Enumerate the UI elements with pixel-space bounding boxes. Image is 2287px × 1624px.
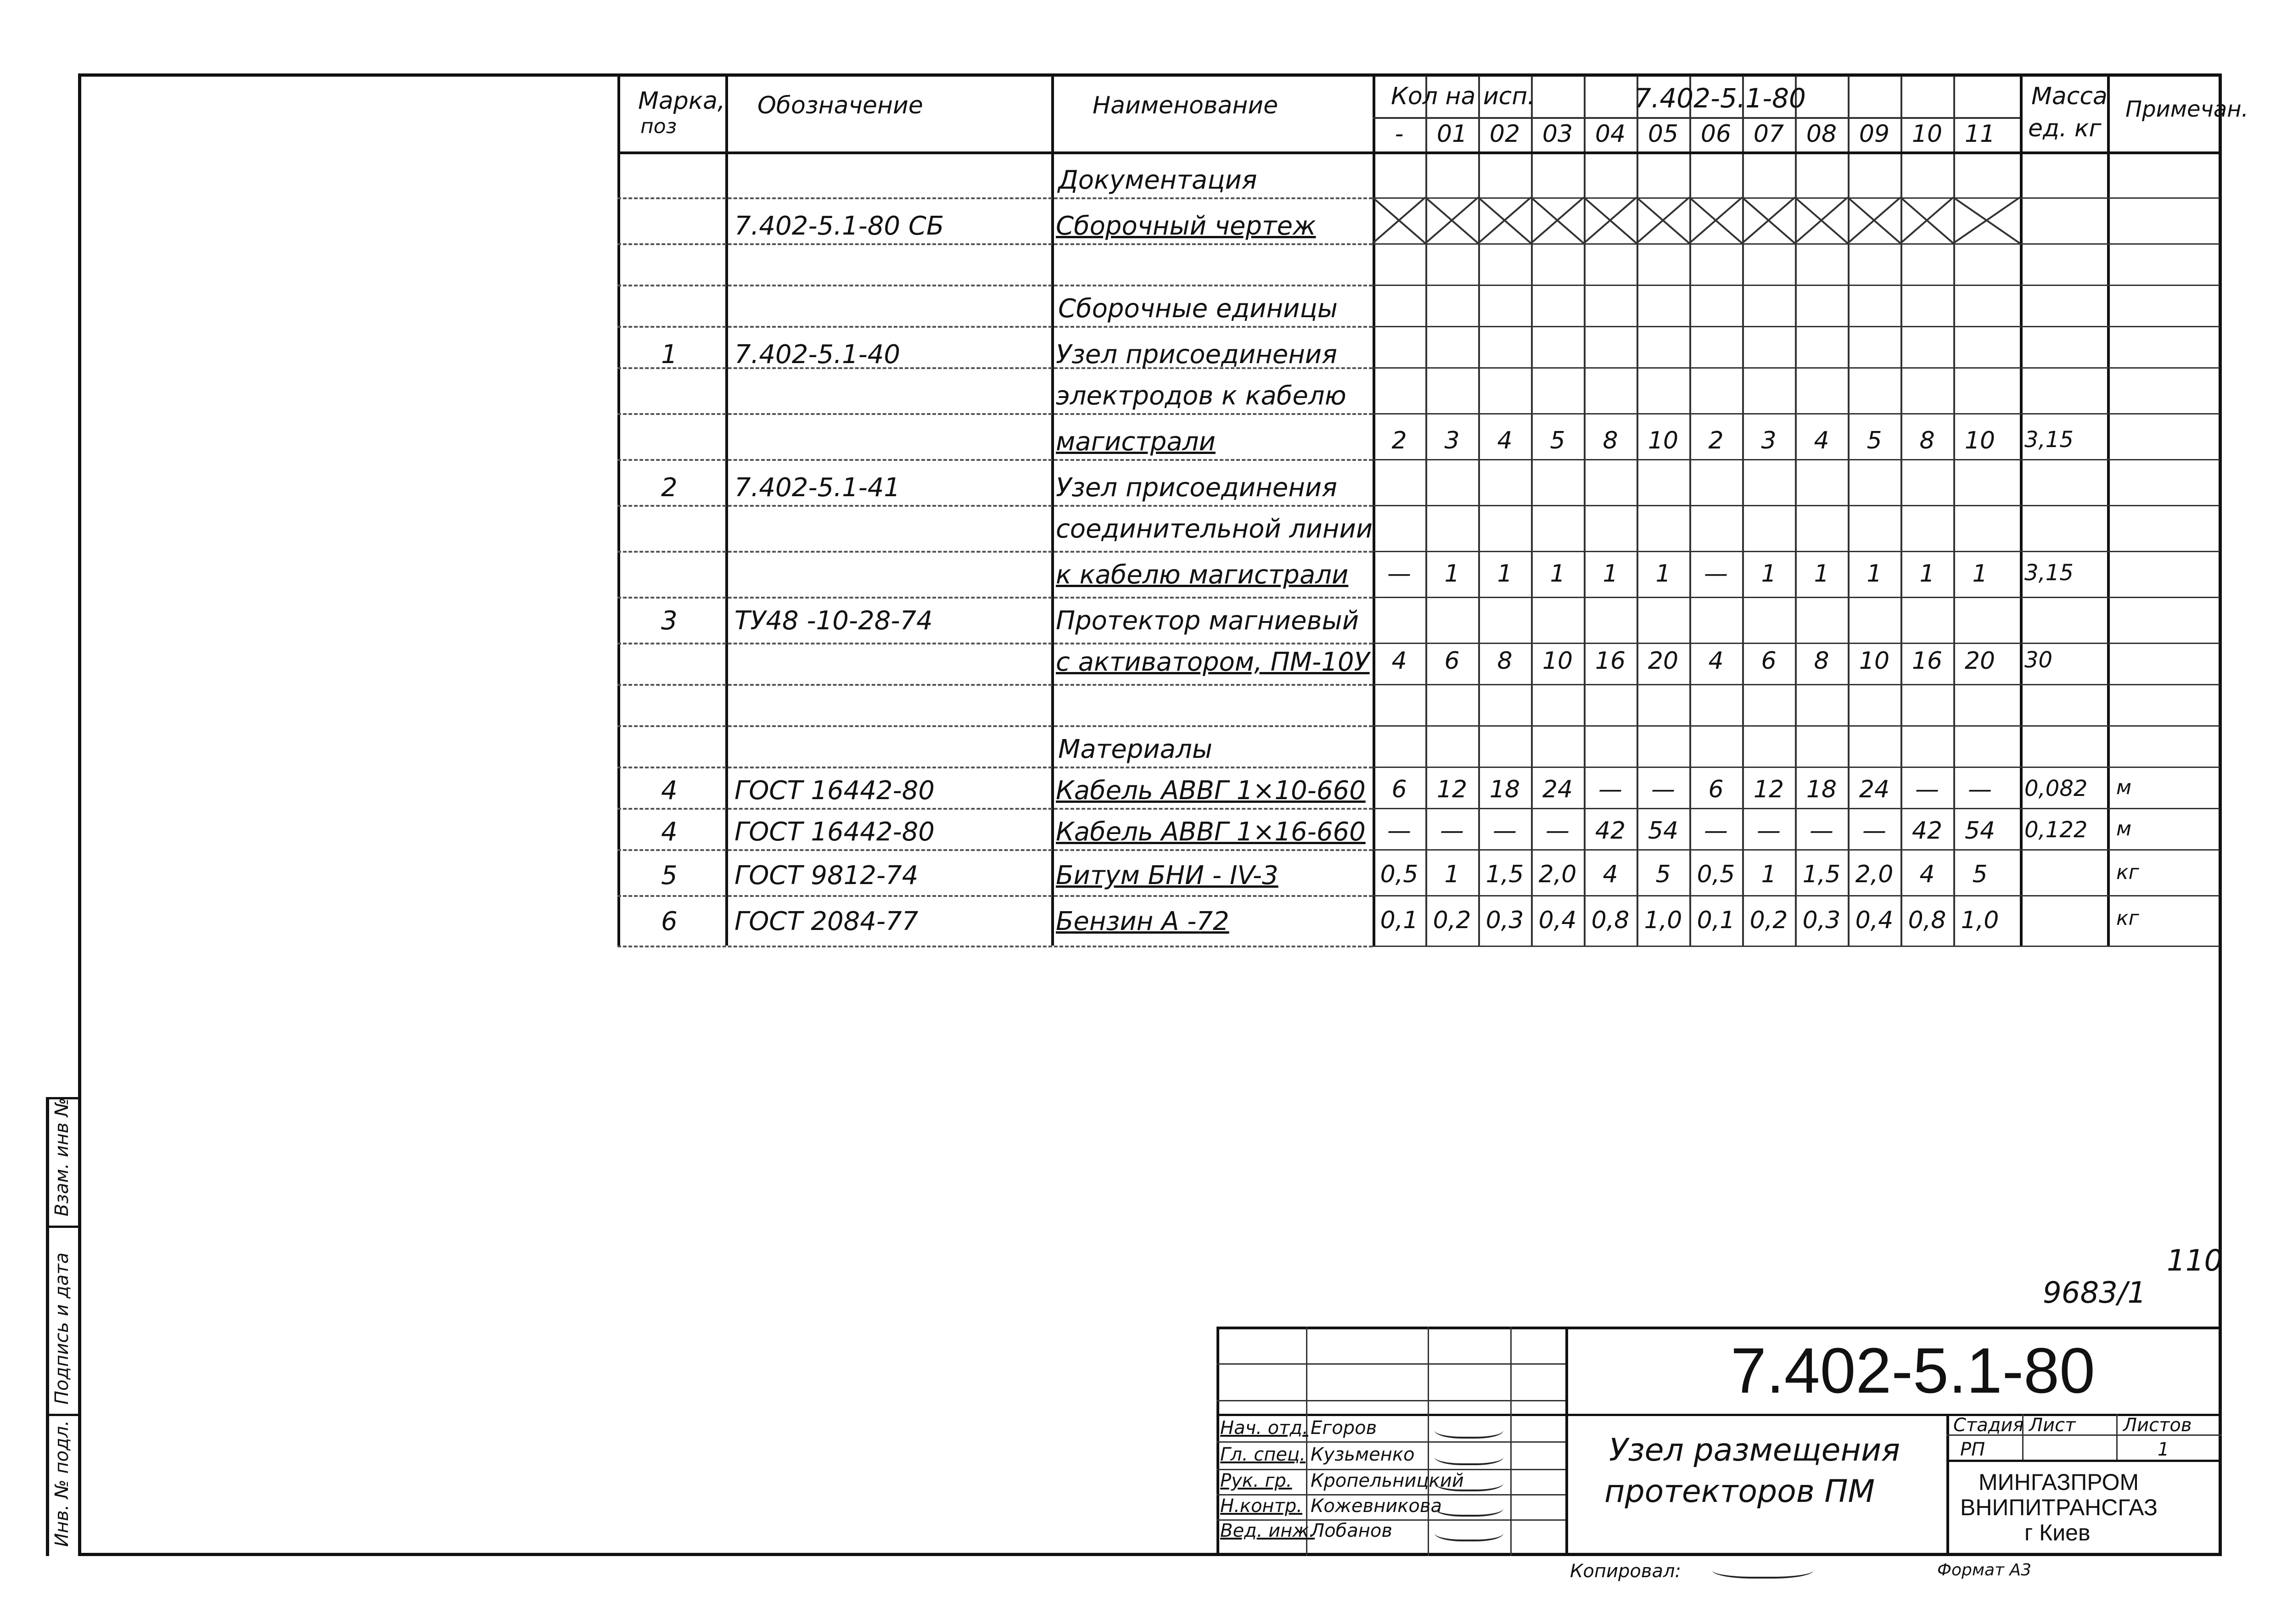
header-note: Примечан. (2125, 96, 2248, 122)
row-designation: ГОСТ 16442-80 (734, 776, 935, 806)
row-qty: — (1810, 817, 1833, 845)
row-pos: 1 (661, 340, 678, 370)
row-note: м (2116, 817, 2132, 840)
variant-header-0: - (1395, 120, 1404, 148)
row-pos: 4 (661, 776, 678, 806)
row-name-line: к кабелю магистрали (1056, 560, 1349, 590)
row-qty: 6 (1391, 776, 1407, 803)
archive-number: 9683/1 (2043, 1276, 2147, 1310)
role-label: Рук. гр. (1220, 1470, 1292, 1491)
row-qty: 4 (1391, 647, 1407, 675)
row-name-line: Протектор магниевый (1056, 606, 1359, 636)
variant-header-10: 10 (1911, 120, 1943, 148)
row-note: кг (2116, 907, 2139, 930)
row-qty: 3 (1444, 427, 1460, 454)
variant-header-6: 06 (1700, 120, 1732, 148)
row-name-line: Узел присоединения (1056, 473, 1337, 503)
row-qty: 4 (1919, 861, 1935, 888)
row-qty: 42 (1911, 817, 1943, 845)
org-line-3: г Киев (2024, 1520, 2091, 1546)
row-qty: 0,2 (1749, 907, 1788, 934)
variant-header-8: 08 (1806, 120, 1837, 148)
row-name-line: Битум БНИ - IV-3 (1056, 861, 1278, 890)
row-mass: 3,15 (2024, 427, 2074, 453)
row-name-line: Бензин А -72 (1056, 907, 1229, 936)
header-mark: Марка, (638, 87, 725, 115)
role-person: Егоров (1311, 1417, 1377, 1439)
row-qty: 1,5 (1485, 861, 1524, 888)
signature (1435, 1471, 1503, 1491)
row-qty: — (1493, 817, 1517, 845)
row-qty: 10 (1964, 427, 1996, 454)
side-stamp-signature: Подпись и дата (51, 1252, 73, 1405)
role-label: Н.контр. (1220, 1495, 1302, 1517)
row-qty: 1 (1761, 560, 1777, 588)
row-qty: 20 (1648, 647, 1679, 675)
row-qty: 10 (1542, 647, 1573, 675)
title-block-code: 7.402-5.1-80 (1731, 1334, 2095, 1406)
row-designation: 7.402-5.1-40 (734, 340, 901, 370)
row-qty: — (1704, 560, 1728, 588)
row-name-line: соединительной линии (1056, 514, 1373, 544)
row-qty: 0,8 (1908, 907, 1946, 934)
row-name-line: Узел присоединения (1056, 340, 1337, 370)
variant-header-4: 04 (1595, 120, 1626, 148)
row-qty: — (1968, 776, 1992, 803)
role-label: Нач. отд. (1220, 1417, 1308, 1439)
row-qty: — (1598, 776, 1622, 803)
header-mass-unit: ед. кг (2028, 115, 2102, 142)
row-qty: 0,4 (1538, 907, 1577, 934)
row-qty: 1,5 (1802, 861, 1841, 888)
row-qty: — (1704, 817, 1728, 845)
row-qty: 0,1 (1697, 907, 1735, 934)
header-doc-code: 7.402-5.1-80 (1634, 83, 1806, 114)
row-qty: 20 (1964, 647, 1996, 675)
row-qty: 12 (1436, 776, 1468, 803)
row-note: кг (2116, 861, 2139, 884)
row-qty: — (1440, 817, 1464, 845)
row-designation: ГОСТ 16442-80 (734, 817, 935, 847)
row-qty: — (1387, 817, 1411, 845)
row-qty: 1 (1655, 560, 1671, 588)
side-stamp-replace: Взам. инв № (51, 1098, 73, 1216)
row-qty: 4 (1603, 861, 1618, 888)
variant-header-7: 07 (1753, 120, 1784, 148)
row-qty: 2,0 (1538, 861, 1577, 888)
header-qty: Кол на исп. (1391, 83, 1535, 110)
row-qty: 1 (1497, 560, 1513, 588)
row-qty: 0,1 (1380, 907, 1418, 934)
sheet-label: Лист (2029, 1415, 2076, 1436)
row-qty: — (1862, 817, 1886, 845)
role-person: Кропельницкий (1311, 1470, 1464, 1491)
row-designation: ГОСТ 9812-74 (734, 861, 919, 890)
row-qty: 42 (1595, 817, 1626, 845)
row-qty: 5 (1867, 427, 1882, 454)
row-qty: 0,8 (1591, 907, 1630, 934)
side-stamp-inv: Инв. № подл. (51, 1420, 73, 1547)
row-name-line: с активатором, ПМ-10У (1056, 647, 1370, 677)
org-line-1: МИНГАЗПРОМ (1979, 1469, 2139, 1495)
row-qty: — (1546, 817, 1570, 845)
row-qty: 1 (1550, 560, 1565, 588)
role-person: Кожевникова (1311, 1495, 1442, 1517)
row-name-line: электродов к кабелю (1056, 381, 1346, 411)
row-qty: 1 (1972, 560, 1988, 588)
row-qty: 1,0 (1961, 907, 1999, 934)
header-mass: Масса (2031, 83, 2108, 110)
row-pos: 6 (661, 907, 678, 936)
row-qty: — (1387, 560, 1411, 588)
row-mass: 0,122 (2024, 817, 2088, 843)
variant-header-5: 05 (1648, 120, 1679, 148)
row-pos: 4 (661, 817, 678, 847)
row-mass: 0,082 (2024, 776, 2088, 801)
row-qty: 8 (1603, 427, 1618, 454)
row-qty: 1 (1814, 560, 1829, 588)
signature (1435, 1445, 1503, 1465)
role-label: Вед. инж. (1220, 1520, 1315, 1541)
section-documentation: Документация (1058, 165, 1257, 195)
row-qty: 6 (1444, 647, 1460, 675)
row-name-line: Кабель АВВГ 1×10-660 (1056, 776, 1366, 806)
row-qty: 18 (1489, 776, 1520, 803)
row-qty: 54 (1648, 817, 1679, 845)
row-qty: 4 (1708, 647, 1724, 675)
header-name: Наименование (1093, 92, 1278, 119)
header-pos: поз (640, 115, 677, 138)
row-qty: 1 (1761, 861, 1777, 888)
row-qty: 6 (1761, 647, 1777, 675)
row-name-line: магистрали (1056, 427, 1216, 457)
row-qty: 0,3 (1485, 907, 1524, 934)
row-qty: 1 (1444, 861, 1460, 888)
row-pos: 5 (661, 861, 678, 890)
variant-header-3: 03 (1542, 120, 1573, 148)
title-line-2: протекторов ПМ (1604, 1473, 1875, 1510)
title-line-1: Узел размещения (1609, 1432, 1900, 1468)
row-qty: 16 (1911, 647, 1943, 675)
row-designation: ТУ48 -10-28-74 (734, 606, 933, 636)
row-qty: 1 (1603, 560, 1618, 588)
row-qty: 0,2 (1433, 907, 1471, 934)
row-qty: 16 (1595, 647, 1626, 675)
sheets-value: 1 (2158, 1439, 2169, 1460)
row-qty: 5 (1655, 861, 1671, 888)
row-qty: 24 (1542, 776, 1573, 803)
row-qty: — (1651, 776, 1675, 803)
row-name-line: Кабель АВВГ 1×16-660 (1056, 817, 1366, 847)
section-materials: Материалы (1058, 734, 1212, 764)
copied-signature (1712, 1558, 1813, 1579)
row-designation: 7.402-5.1-41 (734, 473, 901, 503)
org-line-2: ВНИПИТРАНСГАЗ (1960, 1495, 2158, 1520)
row-qty: 54 (1964, 817, 1996, 845)
row-qty: 10 (1648, 427, 1679, 454)
row-qty: 2,0 (1855, 861, 1894, 888)
row-qty: 8 (1814, 647, 1829, 675)
row-mass: 3,15 (2024, 560, 2074, 586)
row-name-line: Сборочный чертеж (1056, 211, 1316, 241)
row-qty: 0,5 (1380, 861, 1418, 888)
row-qty: 3 (1761, 427, 1777, 454)
row-qty: 5 (1972, 861, 1988, 888)
variant-header-9: 09 (1859, 120, 1890, 148)
stage-value: РП (1960, 1439, 1985, 1460)
role-label: Гл. спец. (1220, 1444, 1306, 1465)
row-pos: 3 (661, 606, 678, 636)
row-qty: 2 (1708, 427, 1724, 454)
row-qty: 18 (1806, 776, 1837, 803)
row-qty: 24 (1859, 776, 1890, 803)
row-qty: — (1757, 817, 1781, 845)
row-qty: 1 (1444, 560, 1460, 588)
row-qty: 4 (1497, 427, 1513, 454)
signature (1435, 1521, 1503, 1541)
row-pos: 2 (661, 473, 678, 503)
sheets-label: Листов (2123, 1415, 2192, 1436)
row-designation: ГОСТ 2084-77 (734, 907, 919, 936)
variant-header-1: 01 (1436, 120, 1468, 148)
row-qty: 5 (1550, 427, 1565, 454)
row-qty: 1 (1867, 560, 1882, 588)
copied-label: Копировал: (1570, 1561, 1682, 1582)
row-qty: 8 (1497, 647, 1513, 675)
section-assembly-units: Сборочные единицы (1058, 294, 1338, 324)
row-qty: 2 (1391, 427, 1407, 454)
stage-label: Стадия (1953, 1415, 2024, 1436)
row-qty: 8 (1919, 427, 1935, 454)
row-qty: 0,3 (1802, 907, 1841, 934)
signature (1435, 1496, 1503, 1517)
variant-header-2: 02 (1489, 120, 1520, 148)
row-designation: 7.402-5.1-80 СБ (734, 211, 944, 241)
row-mass: 30 (2024, 647, 2053, 673)
row-qty: 10 (1859, 647, 1890, 675)
row-qty: 6 (1708, 776, 1724, 803)
row-qty: 0,5 (1697, 861, 1735, 888)
row-qty: 4 (1814, 427, 1829, 454)
sheet-number: 110 (2167, 1244, 2223, 1278)
role-person: Лобанов (1311, 1520, 1392, 1541)
row-qty: 1 (1919, 560, 1935, 588)
variant-header-11: 11 (1964, 120, 1996, 148)
row-qty: 1,0 (1644, 907, 1682, 934)
row-note: м (2116, 776, 2132, 799)
header-designation: Обозначение (757, 92, 923, 119)
row-qty: 0,4 (1855, 907, 1894, 934)
signature (1435, 1418, 1503, 1439)
row-qty: 12 (1753, 776, 1784, 803)
row-qty: — (1915, 776, 1939, 803)
role-person: Кузьменко (1311, 1444, 1415, 1465)
format-label: Формат А3 (1937, 1561, 2032, 1579)
